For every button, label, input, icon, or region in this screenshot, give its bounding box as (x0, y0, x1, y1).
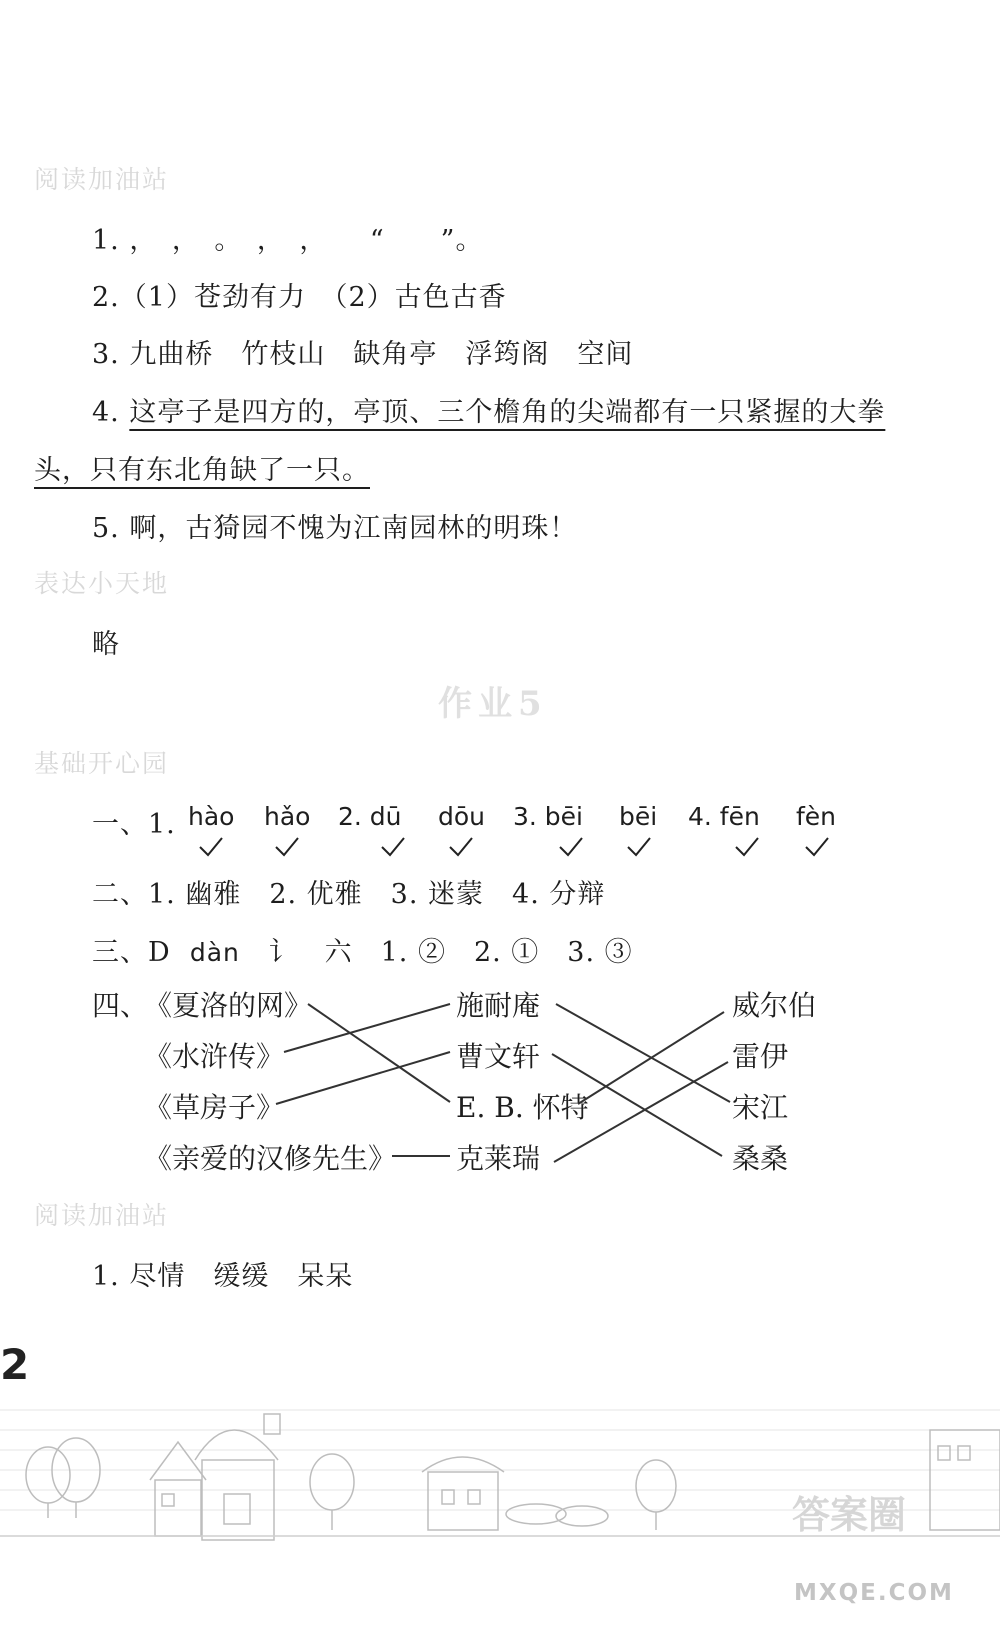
pinyin-item: bēi (619, 802, 658, 831)
author-name: 施耐庵 (456, 989, 541, 1022)
match-line (276, 1052, 450, 1104)
basic-q4-prefix: 四、 (92, 989, 149, 1022)
character-name: 威尔伯 (732, 989, 817, 1022)
reading2-q1: 1. 尽情 缓缓 呆呆 (92, 1261, 354, 1292)
section-heading-basic: 基础开心园 (34, 749, 170, 778)
watermark-logo: 答案圈 (792, 1492, 907, 1537)
section-heading-reading-2: 阅读加油站 (34, 1201, 170, 1230)
reading-q1: 1. ， ， 。 ， ， “ ”。 (92, 225, 484, 256)
reading-q2: 2.（1）苍劲有力 （2）古色古香 (92, 282, 507, 313)
author-name: 克莱瑞 (456, 1142, 541, 1175)
basic-q1-prefix: 一、1. (92, 809, 176, 840)
express-answer: 略 (92, 629, 120, 660)
book-title: 《草房子》 (144, 1091, 285, 1124)
book-title: 《水浒传》 (144, 1040, 285, 1073)
pinyin-item: hǎo (264, 802, 311, 831)
match-line (556, 1004, 730, 1102)
section-heading-express: 表达小天地 (34, 569, 170, 598)
reading-q3: 3. 九曲桥 竹枝山 缺角亭 浮筠阁 空间 (92, 339, 634, 370)
character-name: 宋江 (732, 1091, 789, 1124)
pinyin-item: fèn (796, 802, 837, 831)
book-title: 《夏洛的网》 (144, 989, 313, 1022)
homework-title: 作业5 (438, 684, 548, 724)
pinyin-item: dōu (438, 802, 486, 831)
page-number: 2 (0, 1340, 30, 1389)
pinyin-item: 3. bēi (513, 802, 583, 831)
basic-q2: 二、1. 幽雅 2. 优雅 3. 迷蒙 4. 分辩 (92, 879, 606, 910)
reading-q4-line1: 4. 这亭子是四方的，亭顶、三个檐角的尖端都有一只紧握的大拳 (92, 397, 886, 428)
pinyin-item: 2. dū (338, 802, 402, 831)
pinyin-item: hào (188, 802, 235, 831)
character-name: 雷伊 (732, 1040, 789, 1073)
author-name: 曹文轩 (456, 1040, 541, 1073)
reading-q4-line2: 头，只有东北角缺了一只。 (34, 455, 370, 486)
reading-q5: 5. 啊，古猗园不愧为江南园林的明珠！ (92, 513, 578, 544)
match-line (552, 1054, 722, 1156)
watermark-url: MXQE.COM (794, 1580, 954, 1606)
basic-q3: 三、D dàn 讠 六 1. ② 2. ① 3. ③ (92, 937, 633, 968)
author-name: E. B. 怀特 (456, 1091, 589, 1124)
section-heading-reading: 阅读加油站 (34, 165, 170, 194)
match-line (554, 1062, 728, 1162)
match-line (578, 1012, 724, 1104)
character-name: 桑桑 (732, 1142, 789, 1175)
pinyin-item: 4. fēn (688, 802, 760, 831)
book-title: 《亲爱的汉修先生》 (144, 1142, 397, 1175)
